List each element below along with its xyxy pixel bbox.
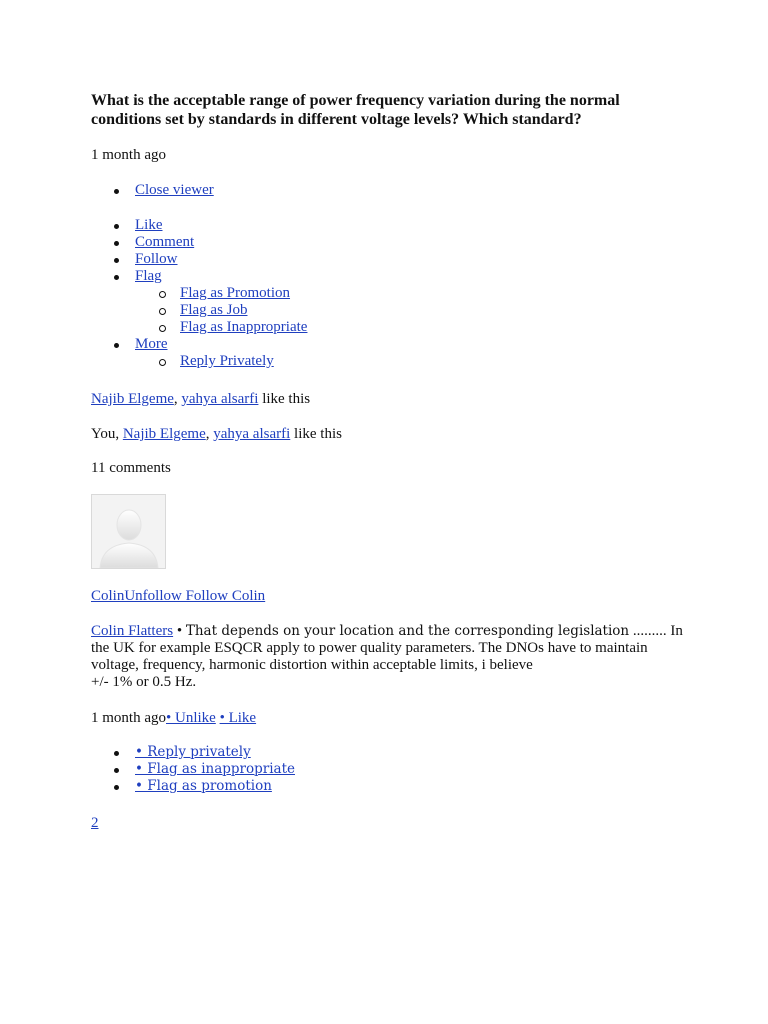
- page-link[interactable]: 2: [91, 815, 99, 831]
- comment-menu-item: [91, 778, 491, 795]
- comment-meta: [91, 710, 256, 727]
- reply-privately-link[interactable]: Reply Privately: [180, 353, 274, 369]
- likes-suffix: like this: [290, 426, 342, 442]
- comments-count: 11 comments: [91, 460, 171, 476]
- like-link[interactable]: Like: [135, 217, 163, 233]
- unlike-link[interactable]: • Unlike: [166, 710, 216, 726]
- flag-submenu-item: [91, 302, 491, 319]
- viewer-menu: [91, 182, 491, 199]
- more-link[interactable]: More: [135, 336, 168, 352]
- likes-separator: ,: [173, 391, 182, 407]
- comment-time: 1 month ago: [91, 710, 166, 726]
- more-submenu-item: [91, 353, 491, 370]
- actions-item: [91, 268, 491, 285]
- reply-privately-link[interactable]: • Reply privately: [135, 744, 251, 760]
- question-title: What is the acceptable range of power frequency variation during the normal conditions set by standards in different voltage levels? Which standard?: [91, 92, 620, 128]
- likes-prefix: You,: [91, 426, 123, 442]
- likes-separator: ,: [205, 426, 214, 442]
- flag-job-link[interactable]: Flag as Job: [180, 302, 248, 318]
- commenter-follow: [91, 588, 265, 605]
- actions-item: [91, 217, 491, 234]
- liker-link[interactable]: yahya alsarfi: [213, 426, 291, 442]
- liker-link[interactable]: Najib Elgeme: [122, 426, 206, 442]
- close-viewer-link[interactable]: Close viewer: [135, 182, 214, 198]
- comment-author-link[interactable]: Colin Flatters: [91, 623, 174, 639]
- comment-text: That depends on your location and the corresponding legislation: [185, 623, 630, 639]
- flag-inappropriate-link[interactable]: • Flag as inappropriate: [135, 761, 295, 777]
- comment-menu-item: [91, 761, 491, 778]
- comment-menu: [91, 744, 491, 795]
- user-silhouette-icon: [92, 495, 165, 568]
- actions-item: [91, 234, 491, 251]
- flag-submenu-item: [91, 285, 491, 302]
- actions-item: [91, 251, 491, 268]
- comment-separator: •: [173, 623, 186, 639]
- comment-text: ......... In the UK for example ESQCR apply to power quality parameters. The DNOs have to maintain voltage, frequency, harmonic distortion within acceptable limits, i believe: [91, 623, 683, 673]
- avatar[interactable]: [91, 494, 166, 569]
- question-time: 1 month ago: [91, 147, 166, 163]
- actions-item: [91, 336, 491, 353]
- likes-line-you: [91, 426, 342, 443]
- flag-submenu-item: [91, 319, 491, 336]
- likes-suffix: like this: [258, 391, 311, 407]
- actions-menu: [91, 217, 491, 370]
- likes-line: [91, 391, 310, 408]
- flag-promotion-link[interactable]: • Flag as promotion: [135, 778, 272, 794]
- comment-like-link[interactable]: • Like: [219, 710, 257, 726]
- comment-text: +/- 1% or 0.5 Hz.: [91, 674, 197, 690]
- commenter-follow-link[interactable]: ColinUnfollow Follow Colin: [91, 588, 266, 604]
- pagination: [91, 815, 99, 832]
- follow-link[interactable]: Follow: [135, 251, 178, 267]
- comment-body: [91, 623, 686, 691]
- flag-link[interactable]: Flag: [135, 268, 162, 284]
- viewer-menu-item: [91, 182, 491, 199]
- comment-menu-item: [91, 744, 491, 761]
- flag-promotion-link[interactable]: Flag as Promotion: [180, 285, 291, 301]
- liker-link[interactable]: Najib Elgeme: [91, 391, 174, 407]
- comment-link[interactable]: Comment: [135, 234, 195, 250]
- flag-inappropriate-link[interactable]: Flag as Inappropriate: [180, 319, 308, 335]
- liker-link[interactable]: yahya alsarfi: [181, 391, 259, 407]
